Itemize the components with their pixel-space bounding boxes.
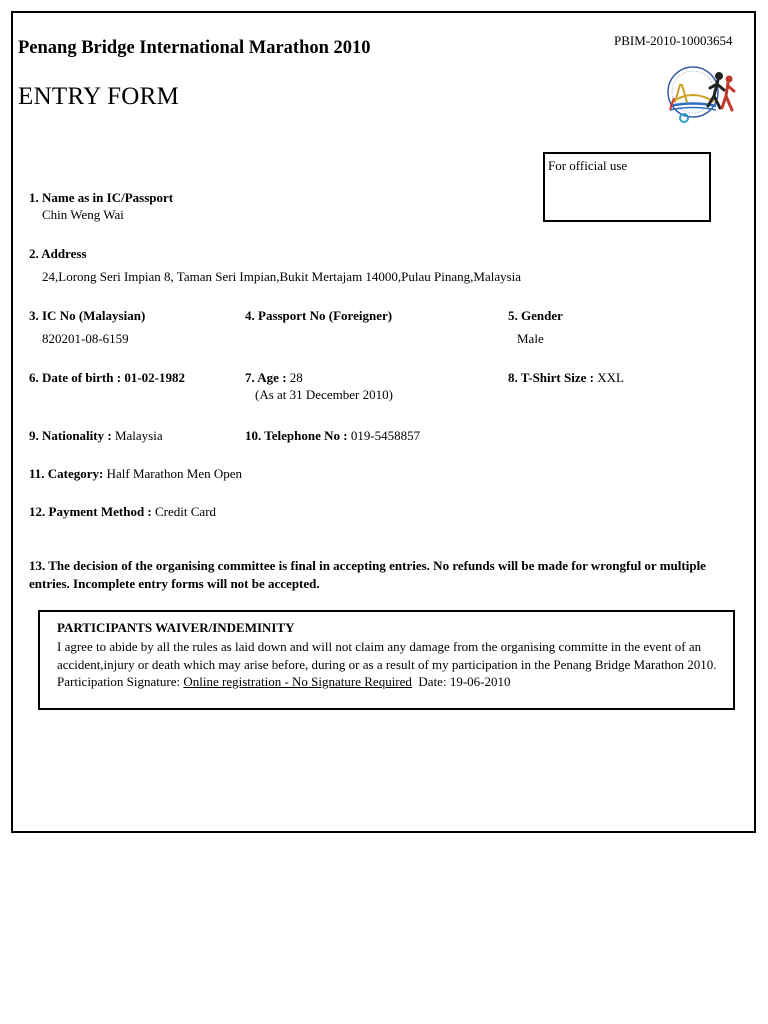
event-title: Penang Bridge International Marathon 2010 bbox=[18, 38, 371, 58]
tshirt-value: XXL bbox=[597, 370, 624, 385]
marathon-logo-icon bbox=[662, 58, 738, 132]
waiver-body: I agree to abide by all the rules as laid down and will not claim any damage from the organising committe in the event of an accident,injury or death which may arise before, during or as a result of my participation in the Penang Bridge Marathon 2010. bbox=[57, 639, 717, 672]
payment-field bbox=[29, 504, 216, 520]
name-label: 1. Name as in IC/Passport bbox=[29, 190, 174, 205]
signature-value: Online registration - No Signature Required bbox=[183, 674, 412, 689]
age-label: 7. Age : bbox=[245, 370, 287, 385]
decision-notice: 13. The decision of the organising committee is final in accepting entries. No refunds will be made for wrongful or multiple entries. Incomplete entry forms will not be accepted. bbox=[29, 558, 706, 591]
age-value: 28 bbox=[289, 370, 303, 385]
age-field bbox=[245, 370, 303, 386]
nationality-value: Malaysia bbox=[114, 428, 163, 443]
signature-label: Participation Signature: bbox=[57, 674, 181, 689]
nationality-field bbox=[29, 428, 163, 444]
official-use-label: For official use bbox=[548, 158, 628, 173]
address-label: 2. Address bbox=[29, 246, 87, 261]
category-value: Half Marathon Men Open bbox=[106, 466, 243, 481]
date-label: Date: bbox=[418, 674, 447, 689]
nationality-label: 9. Nationality : bbox=[29, 428, 112, 443]
waiver-text bbox=[57, 638, 727, 691]
ic-no-label: 3. IC No (Malaysian) bbox=[29, 308, 146, 323]
gender-label: 5. Gender bbox=[508, 308, 563, 323]
date-value: 19-06-2010 bbox=[449, 674, 511, 689]
registration-id: PBIM-2010-10003654 bbox=[614, 33, 733, 48]
category-label: 11. Category: bbox=[29, 466, 104, 481]
age-note: (As at 31 December 2010) bbox=[255, 387, 393, 402]
form-title: ENTRY FORM bbox=[18, 83, 180, 110]
waiver-box bbox=[38, 610, 735, 710]
name-value: Chin Weng Wai bbox=[42, 207, 124, 222]
gender-value: Male bbox=[517, 331, 544, 346]
telephone-value: 019-5458857 bbox=[350, 428, 421, 443]
ic-no-value: 820201-08-6159 bbox=[42, 331, 129, 346]
waiver-heading: PARTICIPANTS WAIVER/INDEMINITY bbox=[57, 620, 295, 635]
telephone-field bbox=[245, 428, 420, 444]
telephone-label: 10. Telephone No : bbox=[245, 428, 348, 443]
passport-no-label: 4. Passport No (Foreigner) bbox=[245, 308, 393, 323]
category-field bbox=[29, 466, 242, 482]
official-use-box bbox=[543, 152, 711, 222]
tshirt-label: 8. T-Shirt Size : bbox=[508, 370, 594, 385]
dob-label: 6. Date of birth : 01-02-1982 bbox=[29, 370, 185, 385]
payment-value: Credit Card bbox=[155, 504, 217, 519]
payment-label: 12. Payment Method : bbox=[29, 504, 152, 519]
address-value: 24,Lorong Seri Impian 8, Taman Seri Impian,Bukit Mertajam 14000,Pulau Pinang,Malaysia bbox=[42, 269, 522, 284]
tshirt-field bbox=[508, 370, 624, 386]
